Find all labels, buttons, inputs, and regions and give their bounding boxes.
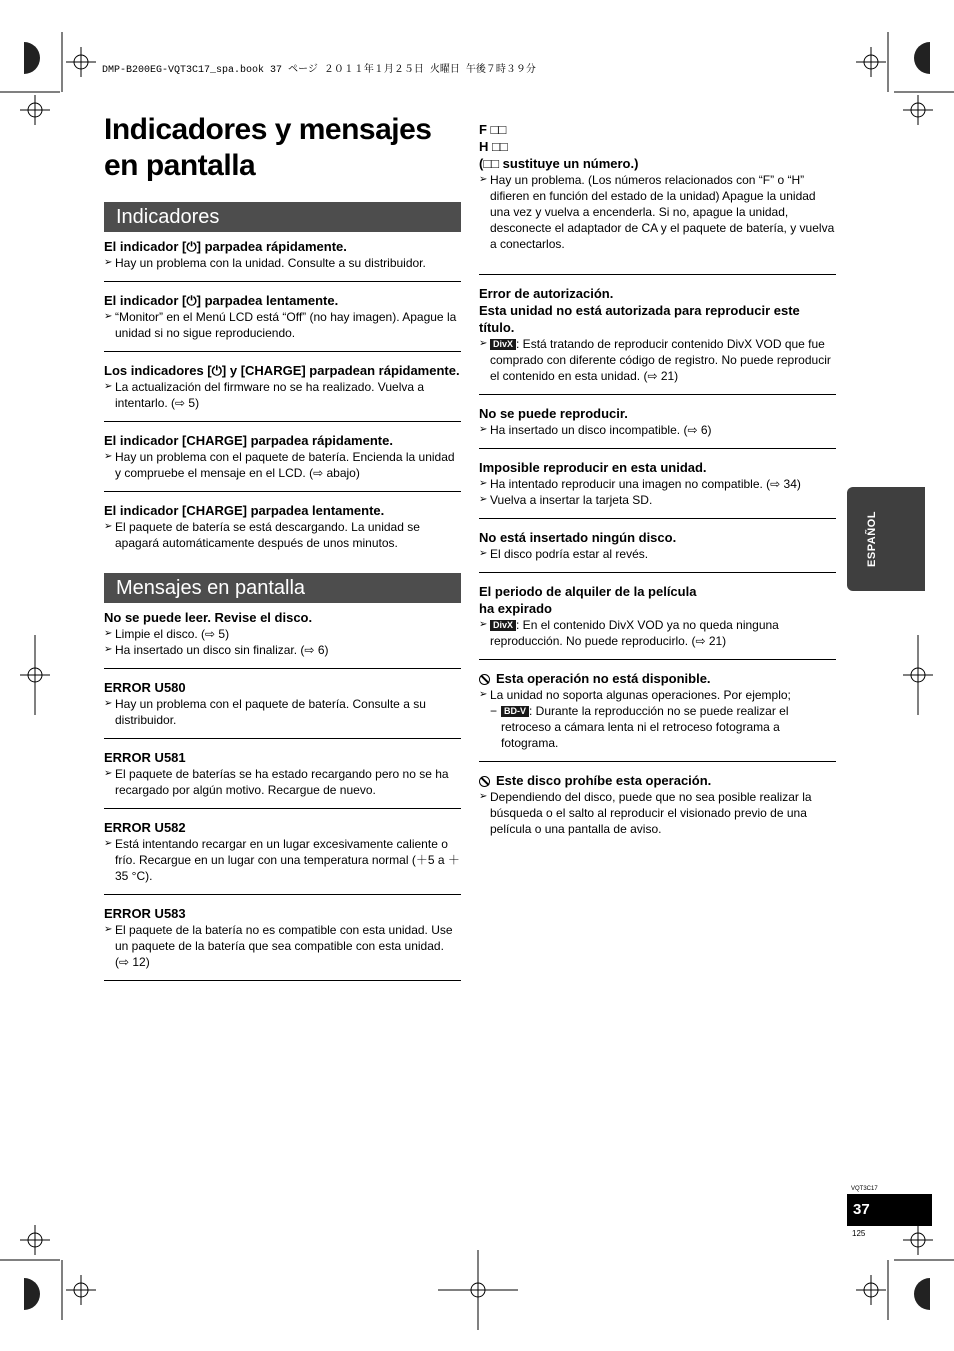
- indicator-item: ➢ Hay un problema con la unidad. Consulte a su distribuidor.: [104, 255, 461, 271]
- prohibit-title-row: [479, 772, 836, 789]
- indicator-title: El indicador [⏻] parpadea lentamente.: [104, 293, 339, 308]
- fh-divider: [479, 262, 836, 275]
- fh-line-2: H □□: [479, 139, 508, 154]
- message-item: ➢ Ha insertado un disco sin finalizar. (⇨ 6): [104, 642, 461, 658]
- message-block: [104, 609, 461, 669]
- auth-item-text: : Está tratando de reproducir contenido DivX VOD que fue comprado con diferente código de registro. No puede reproducir el contenido en esta unidad. (⇨ 21): [490, 337, 831, 383]
- page-number: 37: [847, 1194, 932, 1226]
- divx-badge: DivX: [490, 339, 516, 350]
- rental-block: [479, 583, 836, 660]
- message-block: [104, 905, 461, 981]
- rental-title-2: ha expirado: [479, 601, 552, 616]
- nodisc-item: ➢ El disco podría estar al revés.: [479, 546, 836, 562]
- imposible-item-1: ➢ Ha intentado reproducir una imagen no compatible. (⇨ 34): [479, 476, 836, 492]
- imposible-item-2: ➢ Vuelva a insertar la tarjeta SD.: [479, 492, 836, 508]
- left-column: [104, 202, 461, 991]
- noplay-title: No se puede reproducir.: [479, 406, 628, 421]
- model-code: VQT3C17: [851, 1186, 878, 1192]
- rental-item-text: : En el contenido DivX VOD ya no queda ninguna reproducción. No puede reproducirlo. (⇨ 21): [490, 618, 779, 648]
- noplay-block: [479, 405, 836, 449]
- divx-badge: DivX: [490, 620, 516, 631]
- auth-block: [479, 285, 836, 395]
- fh-line-1: F □□: [479, 122, 507, 137]
- dash-mark: −: [490, 704, 498, 718]
- prohibited-icon: [479, 776, 490, 787]
- message-title: ERROR U580: [104, 680, 186, 695]
- message-item: ➢ Limpie el disco. (⇨ 5): [104, 626, 461, 642]
- indicator-title: El indicador [CHARGE] parpadea lentamente.: [104, 503, 385, 518]
- imposible-title: Imposible reproducir en esta unidad.: [479, 460, 707, 475]
- auth-title-1: Error de autorización.: [479, 286, 614, 301]
- indicator-block: [104, 292, 461, 352]
- message-title: No se puede leer. Revise el disco.: [104, 610, 313, 625]
- indicator-title: El indicador [CHARGE] parpadea rápidamente.: [104, 433, 393, 448]
- fh-item: ➢ Hay un problema. (Los números relacionados con “F” o “H” difieren en función del estado de la unidad) Apague la unidad una vez y vuelva a encenderla. Si no, apague la unidad, desconecte el adaptador de CA y el paquete de batería, y vuelva a conectarlos.: [479, 172, 836, 252]
- right-column: [479, 121, 836, 847]
- file-header-line: DMP-B200EG-VQT3C17_spa.book 37 ページ ２０１１年１月２５日 火曜日 午後７時３９分: [102, 65, 536, 76]
- prohibit-item: ➢ Dependiendo del disco, puede que no sea posible realizar la búsqueda o el salto al reproducir el visionado previo de una película o una pantalla de aviso.: [479, 789, 836, 837]
- fh-line-3: (□□ sustituye un número.): [479, 156, 639, 171]
- language-tab: [847, 487, 925, 591]
- section-header-indicadores: Indicadores: [104, 202, 461, 232]
- indicator-block: [104, 432, 461, 492]
- rental-title-1: El periodo de alquiler de la película: [479, 584, 697, 599]
- mensajes-list: [104, 609, 461, 981]
- indicator-title: El indicador [⏻] parpadea rápidamente.: [104, 239, 347, 254]
- rental-item: [479, 617, 836, 649]
- prohibited-icon: [479, 674, 490, 685]
- noplay-item: ➢ Ha insertado un disco incompatible. (⇨ 6): [479, 422, 836, 438]
- opna-block: [479, 670, 836, 762]
- message-item: ➢ Está intentando recargar en un lugar excesivamente caliente o frío. Recargue en un lugar con una temperatura normal (＋5 a ＋35 °C).: [104, 836, 461, 884]
- indicator-title: Los indicadores [⏻] y [CHARGE] parpadean rápidamente.: [104, 363, 460, 378]
- language-tab-label: ESPAÑOL: [866, 511, 878, 567]
- auth-item: [479, 336, 836, 384]
- page-title: Indicadores y mensajes en pantalla: [104, 113, 432, 182]
- message-title: ERROR U582: [104, 820, 186, 835]
- page-sub-number: 125: [852, 1229, 866, 1238]
- message-block: [104, 749, 461, 809]
- opna-title-row: [479, 670, 836, 687]
- section-header-mensajes: Mensajes en pantalla: [104, 573, 461, 603]
- indicator-item: ➢ El paquete de batería se está descargando. La unidad se apagará automáticamente después de unos minutos.: [104, 519, 461, 551]
- indicator-block: [104, 502, 461, 561]
- nodisc-title: No está insertado ningún disco.: [479, 530, 677, 545]
- opna-subitem-text: : Durante la reproducción no se puede realizar el retroceso a cámara lenta ni el retroceso fotograma a fotograma.: [501, 704, 789, 750]
- indicator-block: [104, 362, 461, 422]
- indicator-item: ➢ Hay un problema con el paquete de batería. Encienda la unidad y compruebe el mensaje en el LCD. (⇨ abajo): [104, 449, 461, 481]
- prohibit-block: [479, 772, 836, 847]
- message-block: [104, 679, 461, 739]
- fh-block: [479, 121, 836, 262]
- indicator-block: [104, 238, 461, 282]
- message-item: ➢ El paquete de baterías se ha estado recargando pero no se ha recargado por algún motivo. Recargue de nuevo.: [104, 766, 461, 798]
- indicator-item: ➢ La actualización del firmware no se ha realizado. Vuelva a intentarlo. (⇨ 5): [104, 379, 461, 411]
- opna-subitem: [479, 703, 836, 751]
- message-title: ERROR U581: [104, 750, 186, 765]
- bdv-badge: BD-V: [501, 706, 529, 717]
- auth-title-2: Esta unidad no está autorizada para reproducir este título.: [479, 303, 800, 335]
- indicadores-list: [104, 238, 461, 561]
- opna-item: ➢ La unidad no soporta algunas operaciones. Por ejemplo;: [479, 687, 836, 703]
- message-item: ➢ El paquete de la batería no es compatible con esta unidad. Use un paquete de la batería que sea compatible con esta unidad. (⇨ 12): [104, 922, 461, 970]
- imposible-block: [479, 459, 836, 519]
- message-block: [104, 819, 461, 895]
- nodisc-block: [479, 529, 836, 573]
- opna-title: Esta operación no está disponible.: [496, 671, 711, 686]
- message-item: ➢ Hay un problema con el paquete de batería. Consulte a su distribuidor.: [104, 696, 461, 728]
- message-title: ERROR U583: [104, 906, 186, 921]
- indicator-item: ➢ “Monitor” en el Menú LCD está “Off” (no hay imagen). Apague la unidad si no sigue reproduciendo.: [104, 309, 461, 341]
- prohibit-title: Este disco prohíbe esta operación.: [496, 773, 712, 788]
